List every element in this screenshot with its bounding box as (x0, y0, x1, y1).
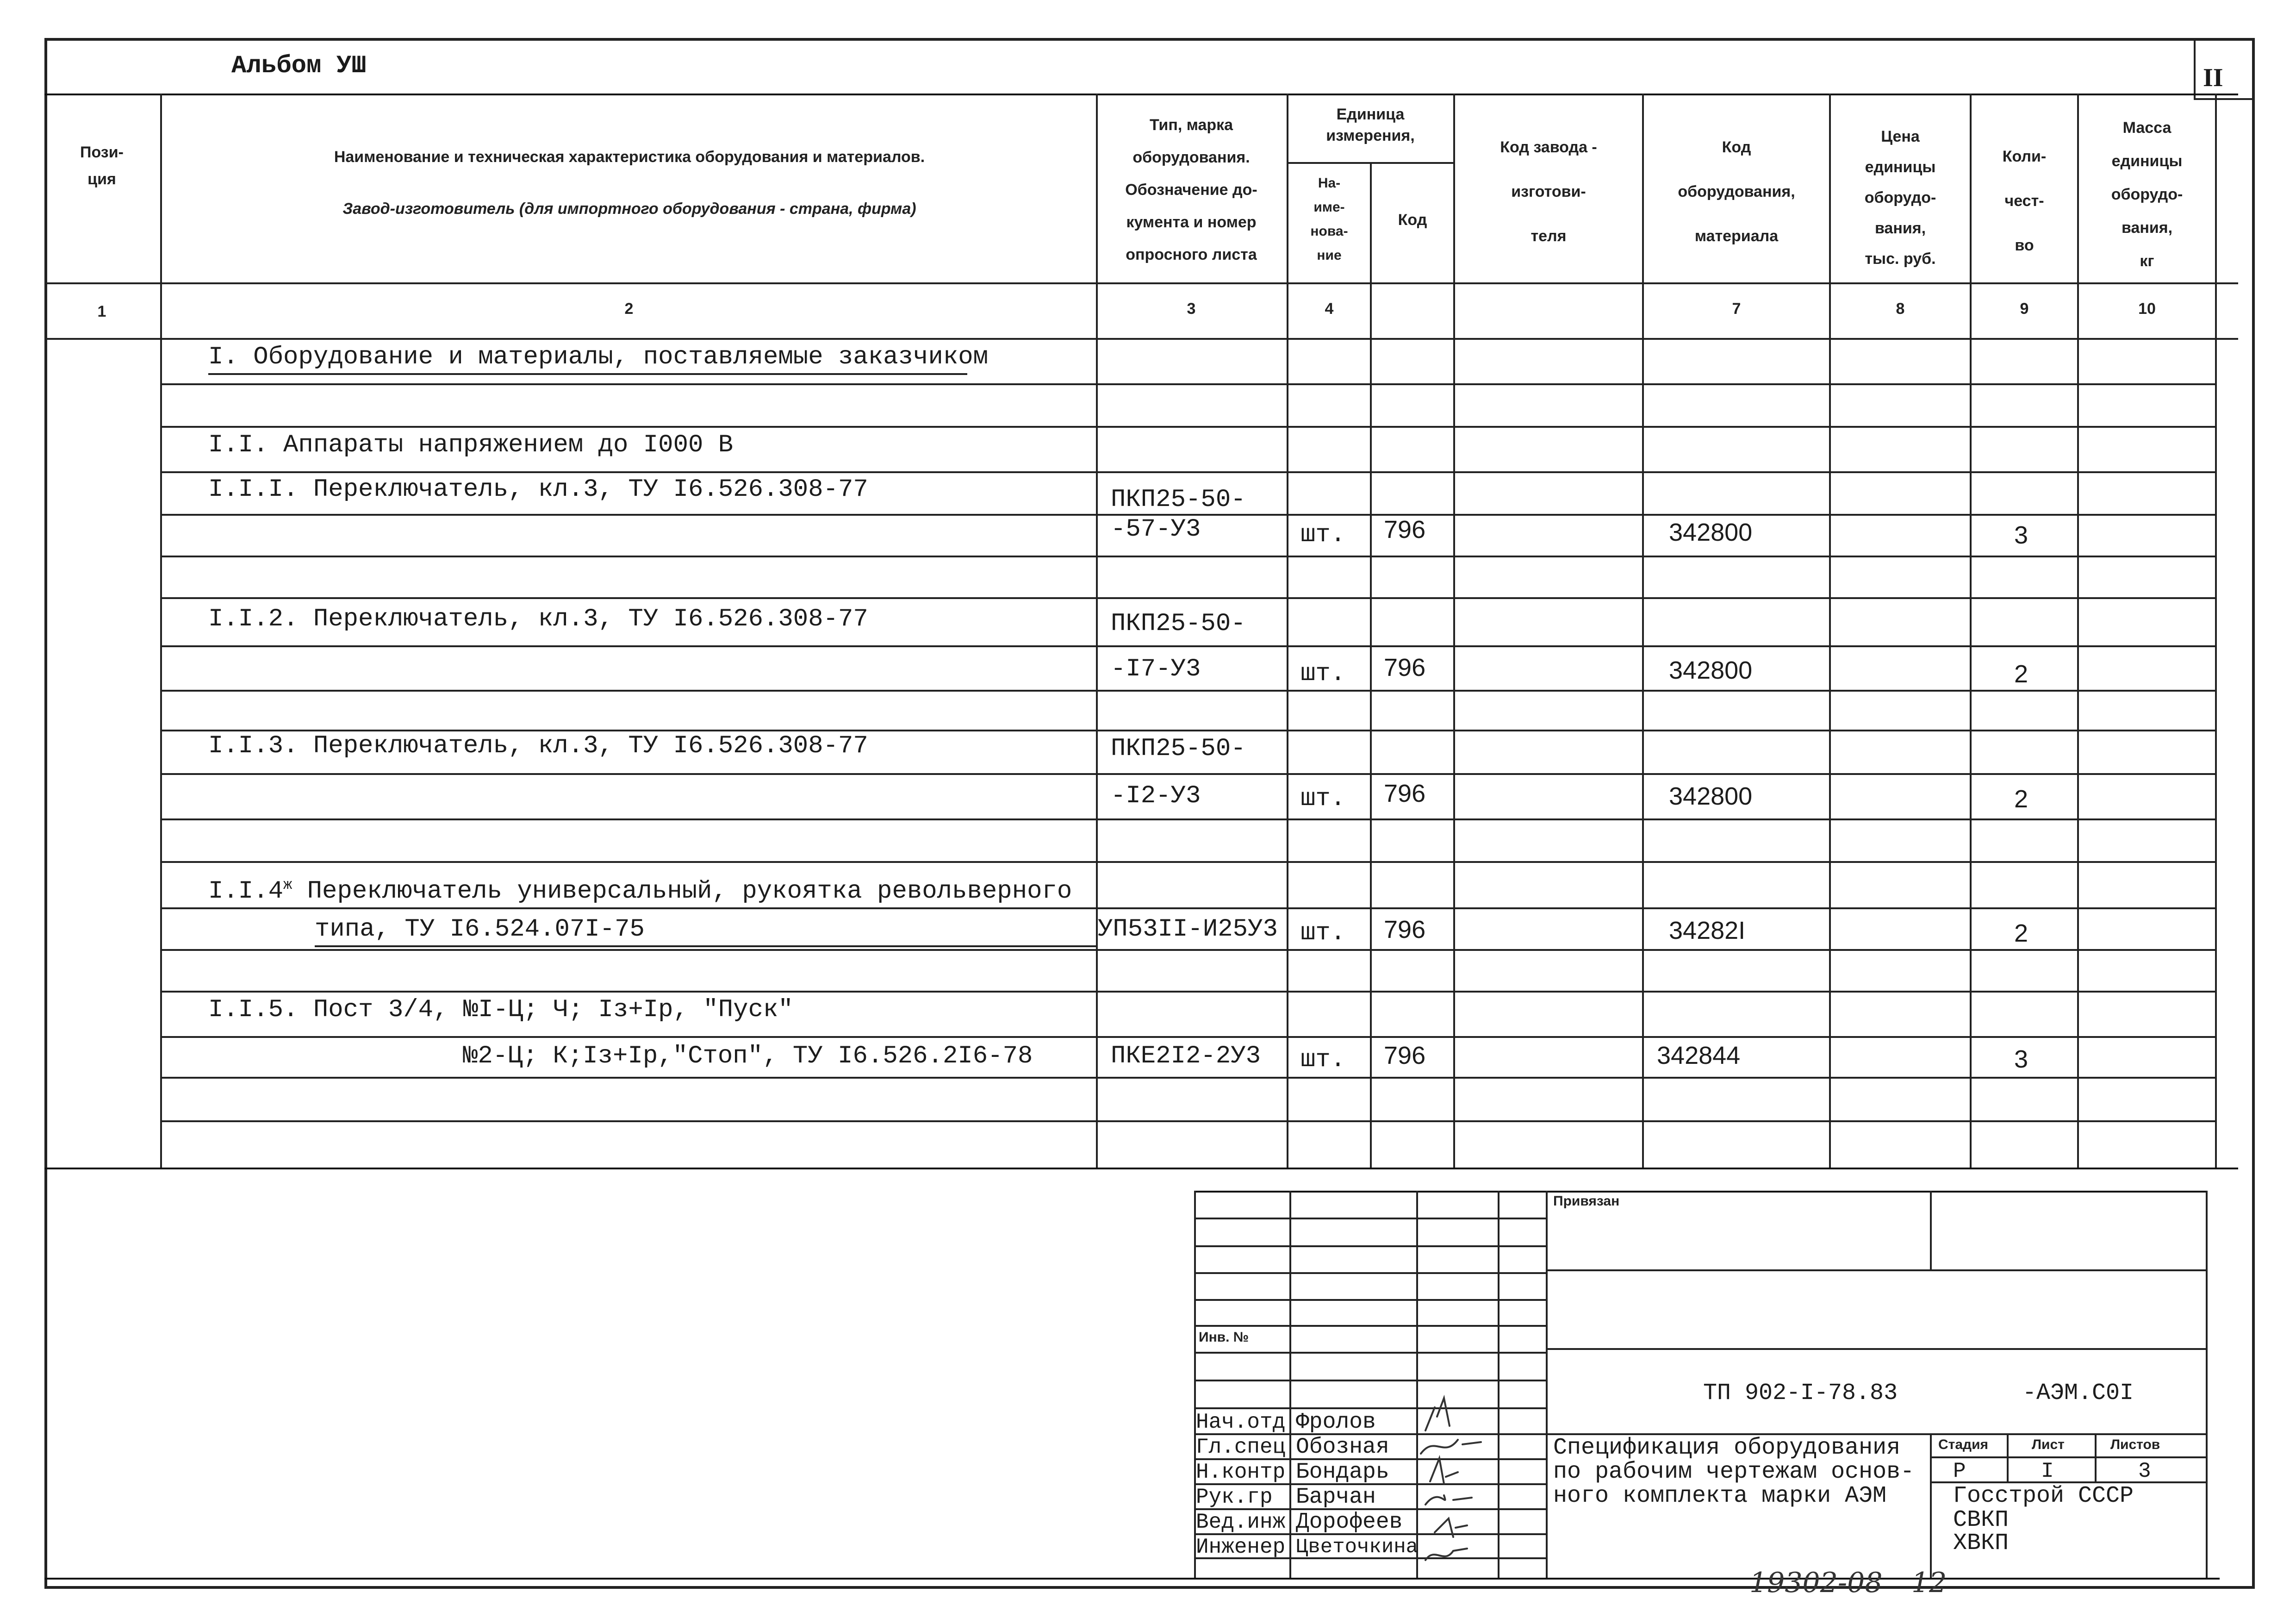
item5-unit: шт. (1300, 1046, 1346, 1074)
item2-unit: шт. (1300, 660, 1346, 688)
item1-name: I.I.I. Переключатель, кл.3, ТУ I6.526.308-77 (208, 475, 868, 504)
item4-unit: шт. (1300, 919, 1346, 947)
stamp-org-1: Госстрой СССР (1953, 1483, 2134, 1509)
section-underline (208, 373, 967, 375)
stamp-name-2: Обозная (1296, 1435, 1389, 1460)
item3-equip-code: 342800 (1669, 782, 1753, 810)
header-mass: Масса единицы оборудо- вания, кг (2111, 119, 2183, 270)
item3-name: I.I.3. Переключатель, кл.3, ТУ I6.526.308-77 (208, 732, 868, 760)
stamp-doc-code: ТП 902-I-78.83 (1703, 1380, 1898, 1406)
item4-name-b: типа, ТУ I6.524.07I-75 (315, 915, 645, 943)
item1-unit-code: 796 (1384, 516, 1426, 543)
item3-unit-code: 796 (1384, 780, 1426, 807)
item4-name (208, 870, 1072, 906)
header-unit-name: На- име- нова- ние (1310, 175, 1348, 263)
item1-qty: 3 (2014, 521, 2028, 549)
item5-name-b: №2-Ц; К;Iз+Iр,"Стоп", ТУ I6.526.2I6-78 (463, 1042, 1033, 1070)
section-title: I. Оборудование и материалы, поставляемые заказчиком (208, 343, 989, 371)
stamp-role-2: Гл.спец (1196, 1435, 1286, 1459)
item4-type: УП53II-И25У3 (1098, 915, 1278, 943)
item5-qty: 3 (2014, 1045, 2028, 1073)
item4-name-rest: Переключатель универсальный, рукоятка револьверного (292, 877, 1072, 906)
stamp-sheet-label: Лист (2032, 1437, 2065, 1452)
item3-type-b: -I2-У3 (1111, 782, 1201, 810)
stamp-title-3: ного комплекта марки АЭМ (1553, 1483, 1887, 1509)
item4-number: I.I.4 (208, 877, 284, 906)
header-name-2: Завод-изготовитель (для импортного оборудования - страна, фирма) (342, 200, 916, 218)
item3-qty: 2 (2014, 785, 2028, 813)
header-equip-code: Код оборудования, материала (1678, 138, 1795, 245)
item1-equip-code: 342800 (1669, 518, 1753, 546)
stamp-role-3: Н.контр (1196, 1460, 1286, 1484)
item4-unit-code: 796 (1384, 916, 1426, 943)
sheet-number: II (2203, 63, 2223, 92)
stamp-stage: Р (1953, 1459, 1966, 1483)
stamp-doc-mark: -АЭМ.С0I (2022, 1380, 2134, 1406)
album-title: Альбом УШ (231, 52, 367, 80)
stamp-name-6: Цветочкина (1296, 1536, 1419, 1559)
item4-underline (315, 945, 1097, 947)
item4-footnote-mark: ж (283, 876, 292, 893)
stamp-role-4: Рук.гр (1196, 1485, 1273, 1509)
sheet-number-line (2194, 98, 2255, 100)
colnum-9: 9 (2020, 300, 2029, 318)
item5-name: I.I.5. Пост 3/4, №I-Ц; Ч; Iз+Iр, "Пуск" (208, 996, 793, 1024)
stamp-title-1: Спецификация оборудования (1553, 1435, 1901, 1461)
stamp-org-2: СВКП (1953, 1507, 2009, 1533)
stamp-title-2: по рабочим чертежам основ- (1553, 1459, 1915, 1485)
item2-type-b: -I7-У3 (1111, 655, 1201, 683)
item2-type-a: ПКП25-50- (1111, 610, 1246, 638)
item1-unit: шт. (1300, 521, 1346, 549)
colnum-8: 8 (1896, 300, 1905, 318)
item1-type-a: ПКП25-50- (1111, 486, 1246, 514)
item3-unit: шт. (1300, 785, 1346, 813)
stamp-name-4: Барчан (1296, 1485, 1376, 1510)
header-qty: Коли- чест- во (2002, 148, 2047, 254)
stamp-name-5: Дорофеев (1296, 1510, 1403, 1535)
item2-unit-code: 796 (1384, 654, 1426, 681)
stamp-sheets: 3 (2138, 1459, 2151, 1483)
item1-type-b: -57-У3 (1111, 515, 1201, 543)
colnum-1: 1 (97, 303, 106, 320)
item4-qty: 2 (2014, 919, 2028, 947)
stamp-role-6: Инженер (1196, 1535, 1286, 1559)
stamp-privyazan: Привязан (1553, 1193, 1620, 1209)
item4-equip-code: 34282I (1669, 917, 1746, 944)
header-plant-code: Код завода - изготови- теля (1500, 138, 1597, 245)
item5-type: ПКЕ2I2-2У3 (1111, 1042, 1261, 1070)
stamp-stage-label: Стадия (1938, 1437, 1989, 1452)
footer-archive-number: 19302-08 (1749, 1567, 1883, 1599)
stamp-sheet: I (2041, 1459, 2054, 1483)
header-unit-code: Код (1398, 211, 1427, 229)
item3-type-a: ПКП25-50- (1111, 735, 1246, 763)
colnum-10: 10 (2138, 300, 2156, 318)
item2-qty: 2 (2014, 660, 2028, 688)
item2-name: I.I.2. Переключатель, кл.3, ТУ I6.526.308-77 (208, 605, 868, 633)
stamp-role-1: Нач.отд (1196, 1410, 1286, 1434)
footer-page-number: 12 (1911, 1567, 1947, 1599)
header-price: Цена единицы оборудо- вания, тыс. руб. (1864, 128, 1936, 268)
item5-equip-code: 342844 (1657, 1042, 1741, 1069)
item2-equip-code: 342800 (1669, 656, 1753, 684)
subsection-title: I.I. Аппараты напряжением до I000 В (208, 431, 734, 459)
header-unit: Единица измерения, (1326, 106, 1415, 144)
stamp-name-1: Фролов (1296, 1410, 1376, 1435)
colnum-4: 4 (1325, 300, 1334, 318)
stamp-inv-number: Инв. № (1199, 1330, 1249, 1345)
colnum-3: 3 (1187, 300, 1196, 318)
colnum-7: 7 (1732, 300, 1741, 318)
stamp-sheets-label: Листов (2110, 1437, 2160, 1452)
sheet-number-divider (2194, 38, 2196, 98)
header-type: Тип, марка оборудования. Обозначение до- кумента и номер опросного листа (1125, 116, 1257, 263)
stamp-role-5: Вед.инж (1196, 1510, 1286, 1534)
signature-marks (1416, 1389, 1546, 1574)
colnum-2: 2 (624, 300, 634, 318)
header-name-1: Наименование и техническая характеристика оборудования и материалов. (334, 148, 925, 166)
stamp-name-3: Бондарь (1296, 1460, 1389, 1485)
header-position: Пози- ция (80, 144, 124, 188)
stamp-org-3: ХВКП (1953, 1530, 2009, 1556)
item5-unit-code: 796 (1384, 1042, 1426, 1069)
